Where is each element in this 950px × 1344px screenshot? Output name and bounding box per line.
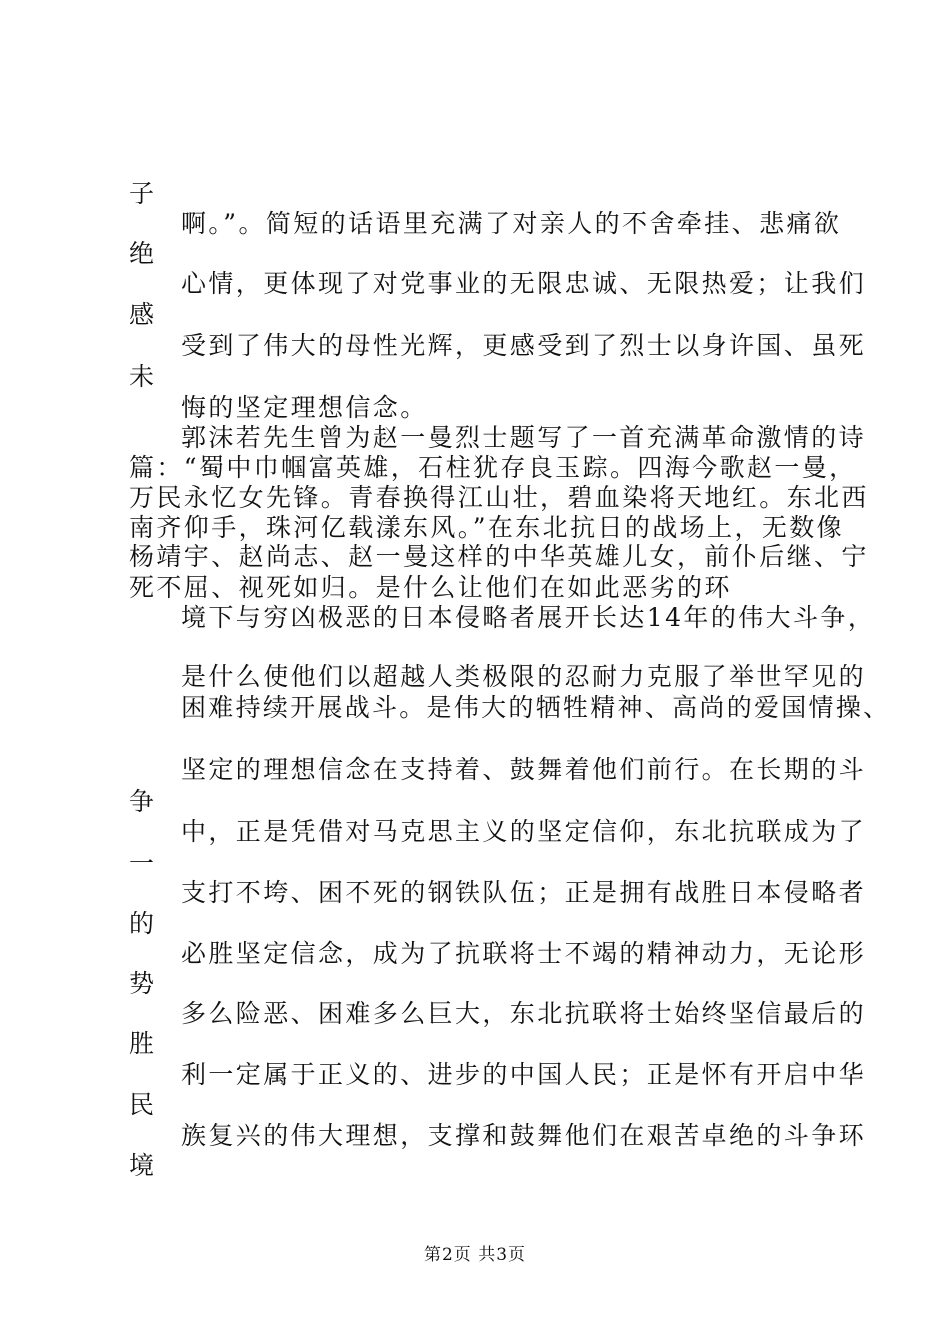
margin-char: 未 — [129, 362, 155, 391]
margin-char: 民 — [129, 1090, 155, 1119]
text-line: 中，正是凭借对马克思主义的坚定信仰，东北抗联成为了 — [181, 817, 867, 846]
text-line: 困难持续开展战斗。是伟大的牺牲精神、高尚的爱国情操、 — [181, 693, 891, 722]
text-line: 万民永忆女先锋。青春换得江山壮，碧血染将天地红。东北西 — [129, 483, 869, 512]
text-line: 是什么使他们以超越人类极限的忍耐力克服了举世罕见的 — [181, 662, 867, 691]
margin-char: 争 — [129, 787, 155, 816]
margin-char: 子 — [129, 179, 155, 208]
text-line: 死不屈、视死如归。是什么让他们在如此恶劣的环 — [129, 573, 732, 602]
text-line: 篇：“蜀中巾帼富英雄，石柱犹存良玉踪。四海今歌赵一曼， — [129, 453, 857, 482]
text-line: 支打不垮、困不死的钢铁队伍；正是拥有战胜日本侵略者 — [181, 878, 867, 907]
text-line: 悔的坚定理想信念。 — [181, 393, 428, 422]
text-line: 郭沫若先生曾为赵一曼烈士题写了一首充满革命激情的诗 — [181, 423, 867, 452]
text-line: 啊。”。简短的话语里充满了对亲人的不舍牵挂、悲痛欲 — [181, 209, 842, 238]
margin-char: 感 — [129, 300, 155, 329]
margin-char: 一 — [129, 849, 155, 878]
text-line: 必胜坚定信念，成为了抗联将士不竭的精神动力，无论形 — [181, 939, 867, 968]
text-line: 境下与穷凶极恶的日本侵略者展开长达14年的伟大斗争， — [181, 603, 876, 632]
text-line: 多么险恶、困难多么巨大，东北抗联将士始终坚信最后的 — [181, 999, 867, 1028]
text-line: 坚定的理想信念在支持着、鼓舞着他们前行。在长期的斗 — [181, 755, 867, 784]
margin-char: 的 — [129, 909, 155, 938]
margin-char: 境 — [129, 1151, 155, 1180]
text-line: 杨靖宇、赵尚志、赵一曼这样的中华英雄儿女，前仆后继、宁 — [129, 542, 869, 571]
text-line: 利一定属于正义的、进步的中国人民；正是怀有开启中华 — [181, 1060, 867, 1089]
text-line: 南齐仰手，珠河亿载漾东风。”在东北抗日的战场上，无数像 — [129, 513, 845, 542]
margin-char: 绝 — [129, 239, 155, 268]
page-number: 第2页 共3页 — [423, 1245, 527, 1265]
text-line: 受到了伟大的母性光辉，更感受到了烈士以身许国、虽死 — [181, 331, 867, 360]
text-line: 心情，更体现了对党事业的无限忠诚、无限热爱；让我们 — [181, 269, 867, 298]
margin-char: 胜 — [129, 1029, 155, 1058]
margin-char: 势 — [129, 969, 155, 998]
text-line: 族复兴的伟大理想，支撑和鼓舞他们在艰苦卓绝的斗争环 — [181, 1121, 867, 1150]
